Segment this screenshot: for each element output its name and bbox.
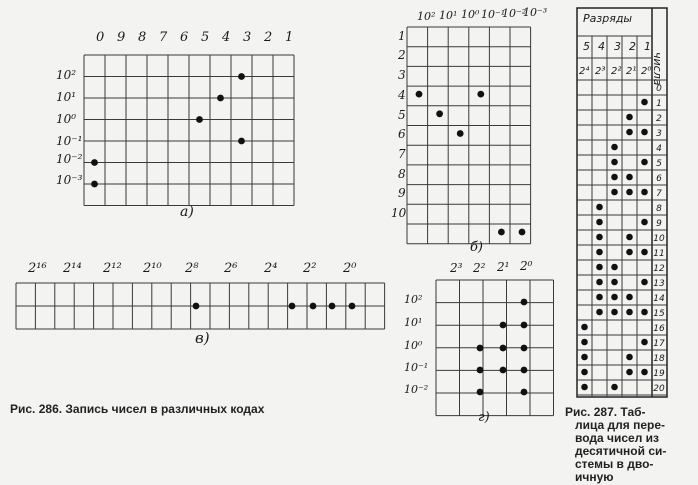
binary-dot (611, 384, 618, 391)
decimal-number: 15 (653, 309, 665, 319)
row-label: 2 (398, 48, 406, 62)
dot-mark (416, 91, 423, 98)
row-label: 10² (404, 293, 423, 306)
decimal-number: 12 (653, 264, 665, 274)
row-label: 9 (398, 186, 406, 200)
binary-dot (596, 294, 603, 301)
header-numbers: числа (651, 52, 664, 86)
digit-position: 2 (629, 40, 636, 53)
col-label: 2⁴ (264, 261, 278, 276)
figure-286-caption: Рис. 286. Запись чисел в различных кодах (10, 402, 265, 416)
figure-287-caption (565, 405, 666, 484)
binary-dot (626, 294, 633, 301)
binary-dot (581, 369, 588, 376)
panel-g-grid (436, 280, 554, 416)
panel-g-label: г) (478, 410, 490, 425)
panel-a-column-labels (96, 30, 293, 45)
binary-dot (626, 249, 633, 256)
decimal-number: 18 (653, 354, 665, 364)
dot-mark (521, 389, 528, 396)
header-digits-group: Разряды (583, 12, 633, 25)
dot-mark (477, 367, 484, 374)
decimal-number: 0 (656, 84, 662, 94)
col-label: 2⁸ (185, 261, 199, 276)
dot-mark (477, 91, 484, 98)
binary-dot (626, 174, 633, 181)
decimal-number: 11 (653, 249, 665, 259)
dot-mark (477, 389, 484, 396)
col-label: 10¹ (439, 9, 458, 22)
row-label: 10² (56, 68, 77, 82)
binary-dot (626, 234, 633, 241)
row-label: 10¹ (56, 90, 77, 104)
row-label: 5 (398, 108, 406, 122)
decimal-number: 1 (656, 99, 662, 109)
col-label: 10⁻² (502, 7, 527, 20)
decimal-number: 3 (656, 129, 662, 139)
row-label: 3 (398, 68, 406, 82)
panel-v-label: в) (195, 329, 210, 347)
col-label: 8 (138, 30, 147, 45)
dot-mark (196, 116, 203, 123)
dot-mark (91, 181, 98, 188)
caption-line: стемы в дво- (575, 457, 654, 471)
dot-mark (238, 138, 245, 145)
col-label: 10² (417, 10, 436, 23)
dot-mark (521, 345, 528, 352)
row-label: 10⁻¹ (404, 361, 429, 374)
binary-dot (611, 264, 618, 271)
col-label: 5 (201, 30, 210, 45)
binary-dot (641, 159, 648, 166)
row-label: 10 (391, 206, 407, 220)
row-label: 8 (398, 167, 406, 181)
col-label: 2⁶ (224, 261, 238, 276)
binary-dot (611, 294, 618, 301)
decimal-number: 10 (653, 234, 665, 244)
col-label: 2¹ (497, 260, 510, 274)
col-label: 10⁻¹ (481, 8, 506, 21)
binary-dot (641, 339, 648, 346)
dot-mark (217, 95, 224, 102)
dot-mark (519, 229, 526, 236)
digit-position: 5 (583, 40, 590, 53)
col-label: 3 (243, 30, 252, 45)
power-labels (579, 65, 651, 77)
panel-g-column-labels (449, 259, 533, 275)
dot-mark (521, 322, 528, 329)
decimal-number: 13 (653, 279, 665, 289)
binary-dot (641, 189, 648, 196)
caption-line: ичную (575, 470, 614, 484)
power-label: 2⁰ (641, 66, 652, 77)
binary-dot (626, 189, 633, 196)
binary-dot (611, 189, 618, 196)
row-label: 10¹ (404, 316, 423, 329)
dot-mark (193, 303, 200, 310)
col-label: 0 (96, 30, 105, 45)
binary-dot (626, 114, 633, 121)
col-label: 6 (180, 30, 189, 45)
caption-line: лица для пере- (575, 418, 666, 432)
decimal-number: 16 (653, 324, 665, 334)
panel-a-row-labels (56, 68, 83, 187)
panel-a-grid (84, 55, 294, 206)
row-label: 10⁻² (404, 383, 429, 396)
binary-dot (641, 309, 648, 316)
dot-mark (477, 345, 484, 352)
binary-dot (596, 309, 603, 316)
power-label: 2¹ (626, 66, 637, 77)
caption-line: Рис. 287. Таб- (565, 405, 646, 419)
row-label: 10⁻³ (56, 173, 83, 187)
row-label: 6 (398, 127, 406, 141)
decimal-number-column (653, 84, 665, 394)
binary-dot (641, 219, 648, 226)
col-label: 9 (117, 30, 126, 45)
dot-mark (238, 73, 245, 80)
binary-dot (641, 249, 648, 256)
dot-mark (457, 130, 464, 137)
binary-dot (641, 369, 648, 376)
dot-mark (289, 303, 296, 310)
figure-287-table (577, 8, 667, 397)
power-label: 2² (611, 66, 622, 77)
panel-b-label: б) (470, 240, 484, 255)
col-label: 7 (159, 30, 168, 45)
figure-286-panel-v (16, 261, 385, 347)
panel-g-row-labels (404, 293, 428, 396)
binary-dot (641, 129, 648, 136)
row-label: 10⁰ (56, 112, 77, 126)
dot-mark (310, 303, 317, 310)
binary-dot (641, 279, 648, 286)
dot-mark (500, 367, 507, 374)
panel-a-label: а) (180, 204, 194, 220)
digit-position: 3 (614, 40, 621, 53)
dot-mark (521, 299, 528, 306)
panel-v-column-labels (27, 261, 357, 276)
decimal-number: 6 (656, 174, 662, 184)
col-label: 2 (264, 30, 273, 45)
binary-dot (596, 234, 603, 241)
binary-dot (581, 354, 588, 361)
digit-position: 4 (598, 40, 605, 53)
decimal-number: 4 (656, 144, 662, 154)
figure-286-panel-a (56, 30, 294, 220)
row-label: 10⁻¹ (56, 134, 83, 148)
col-label: 2² (303, 261, 317, 276)
binary-dot (581, 384, 588, 391)
row-label: 10⁰ (404, 339, 423, 352)
row-label: 4 (398, 88, 406, 102)
binary-dot (611, 174, 618, 181)
binary-dot (581, 324, 588, 331)
col-label: 2⁰ (343, 261, 357, 276)
col-label: 2³ (450, 261, 463, 275)
digit-position: 1 (644, 40, 651, 53)
dot-mark (500, 345, 507, 352)
binary-dot (596, 279, 603, 286)
dot-mark (500, 322, 507, 329)
panel-v-grid (16, 283, 385, 329)
panel-b-row-labels (391, 29, 407, 220)
figure-286-panel-g (404, 259, 554, 425)
figure-286-panel-b (391, 6, 547, 255)
binary-dot (611, 279, 618, 286)
binary-dot (626, 129, 633, 136)
decimal-number: 9 (656, 219, 662, 229)
binary-dot (611, 309, 618, 316)
binary-dot (596, 264, 603, 271)
decimal-number: 5 (656, 159, 662, 169)
row-label: 7 (398, 147, 406, 161)
col-label: 4 (222, 30, 231, 45)
col-label: 2¹² (103, 261, 122, 276)
col-label: 2¹⁰ (143, 261, 162, 276)
decimal-number: 2 (656, 114, 662, 124)
decimal-number: 14 (653, 294, 665, 304)
power-label: 2⁴ (579, 66, 590, 77)
binary-dot (641, 99, 648, 106)
binary-dot (596, 249, 603, 256)
decimal-number: 8 (656, 204, 662, 214)
power-label: 2³ (595, 66, 606, 77)
caption-line: десятичной си- (575, 444, 667, 458)
dot-mark (436, 110, 443, 117)
binary-dot (626, 309, 633, 316)
row-label: 10⁻² (56, 152, 83, 166)
caption-line: вода чисел из (575, 431, 660, 445)
decimal-number: 20 (653, 384, 665, 394)
col-label: 1 (285, 30, 294, 45)
decimal-number: 17 (653, 339, 665, 349)
col-label: 2¹⁶ (28, 261, 47, 276)
dot-mark (349, 303, 356, 310)
dot-mark (521, 367, 528, 374)
dot-mark (329, 303, 336, 310)
col-label: 2¹⁴ (63, 261, 82, 276)
binary-dot (626, 369, 633, 376)
binary-dot (626, 354, 633, 361)
dot-mark (498, 229, 505, 236)
dot-mark (91, 159, 98, 166)
digit-position-labels (583, 40, 651, 53)
decimal-number: 19 (653, 369, 665, 379)
col-label: 2⁰ (520, 259, 533, 273)
binary-dot (611, 159, 618, 166)
decimal-number: 7 (656, 189, 662, 199)
binary-dot (596, 204, 603, 211)
row-label: 1 (398, 29, 406, 43)
panel-b-column-labels (417, 6, 547, 23)
col-label: 10⁻³ (523, 6, 548, 19)
col-label: 2² (473, 261, 486, 275)
binary-dot (581, 339, 588, 346)
binary-dot (596, 219, 603, 226)
col-label: 10⁰ (461, 8, 480, 21)
panel-b-grid (407, 27, 531, 244)
binary-dot (611, 144, 618, 151)
